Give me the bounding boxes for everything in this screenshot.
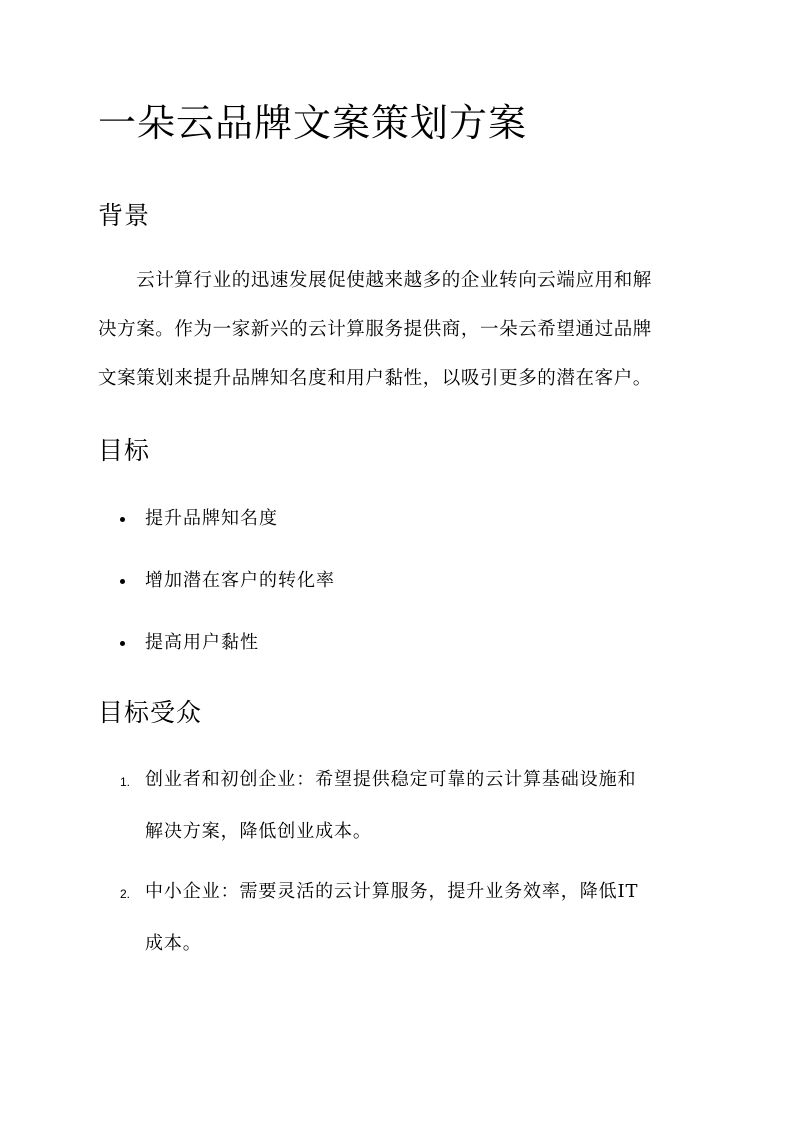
list-item-line: 中小企业：需要灵活的云计算服务，提升业务效率，降低IT (145, 881, 639, 902)
list-item-text: 增加潜在客户的转化率 (145, 570, 335, 591)
list-item-line: 解决方案，降低创业成本。 (145, 821, 372, 842)
bullet-icon (120, 641, 125, 646)
list-item-text: 提高用户黏性 (145, 632, 259, 653)
list-number: 1. (120, 775, 131, 789)
section-heading-goals: 目标 (98, 436, 151, 465)
list-item-text: 提升品牌知名度 (145, 508, 278, 529)
paragraph-line: 文案策划来提升品牌知名度和用户黏性，以吸引更多的潜在客户。 (98, 368, 652, 389)
section-heading-audience: 目标受众 (98, 698, 203, 727)
list-number: 2. (120, 887, 131, 901)
list-item-line: 创业者和初创企业：希望提供稳定可靠的云计算基础设施和 (145, 769, 637, 790)
list-item-text (145, 877, 638, 981)
list-item-line: 成本。 (145, 933, 202, 954)
bullet-icon (120, 579, 125, 584)
list-item-text (145, 765, 636, 869)
paragraph-line: 决方案。作为一家新兴的云计算服务提供商，一朵云希望通过品牌 (98, 319, 652, 340)
paragraph-line: 云计算行业的迅速发展促使越来越多的企业转向云端应用和解 (98, 270, 652, 291)
section-heading-background: 背景 (98, 201, 151, 230)
document-title: 一朵云品牌文案策划方案 (98, 101, 528, 145)
bullet-icon (120, 517, 125, 522)
background-paragraph (98, 266, 708, 413)
